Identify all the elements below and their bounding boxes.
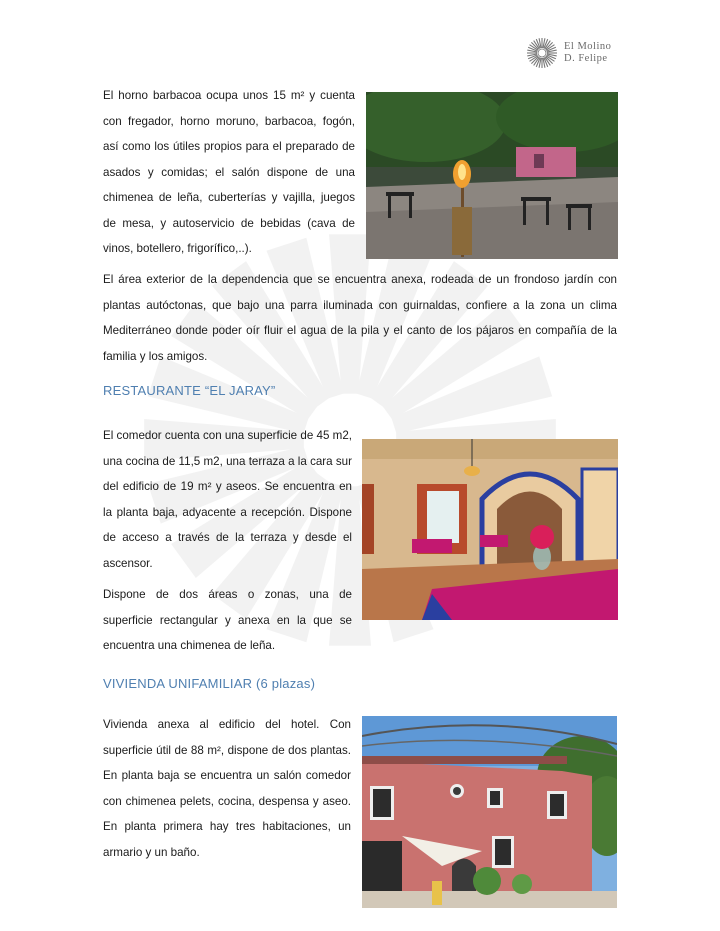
logo-line-1: El Molino: [564, 41, 612, 52]
sunburst-logo-icon: [526, 37, 558, 69]
restaurant-heading: RESTAURANTE “EL JARAY”: [103, 383, 276, 398]
dining-room-photo: [362, 439, 618, 620]
terrace-photo: [366, 92, 618, 259]
intro-paragraph: El horno barbacoa ocupa unos 15 m² y cuenta con fregador, horno moruno, barbacoa, fogón, así como los útiles propios para el preparado de asados y comidas; el salón dispone de una chimenea de leña, cuberterías y vajilla, juegos de mesa, y autoservicio de bebidas (cava de vinos, botellero, frigorífico,..).: [103, 89, 355, 255]
restaurant-paragraph-1: El comedor cuenta con una superficie de 45 m2, una cocina de 11,5 m2, una terraza a la cara sur del edificio de 19 m² y aseos. Se encuentra en la planta baja, adyacente a recepción. Dispone de acceso a través de la terraza y desde el ascensor.: [103, 429, 352, 570]
house-paragraph: Vivienda anexa al edificio del hotel. Con superficie útil de 88 m², dispone de dos plantas. En planta baja se encuentra un salón comedor con chimenea pelets, cocina, despensa y aseo. En planta primera hay tres habitaciones, un armario y un baño.: [103, 718, 351, 859]
house-heading: VIVIENDA UNIFAMILIAR (6 plazas): [103, 676, 316, 691]
house-photo: [362, 716, 617, 908]
exterior-paragraph: El área exterior de la dependencia que se encuentra anexa, rodeada de un frondoso jardín con plantas autóctonas, que bajo una parra iluminada con guirnaldas, confiere a la zona un clima Mediterráneo donde poder oír fluir el agua de la pila y el canto de los pájaros en compañía de la familia y los amigos.: [103, 273, 617, 363]
logo-line-2: D. Felipe: [564, 53, 608, 64]
restaurant-paragraph-2: Dispone de dos áreas o zonas, una de superficie rectangular y anexa en la que se encuentra una chimenea de leña.: [103, 588, 352, 652]
logo: [526, 37, 611, 69]
